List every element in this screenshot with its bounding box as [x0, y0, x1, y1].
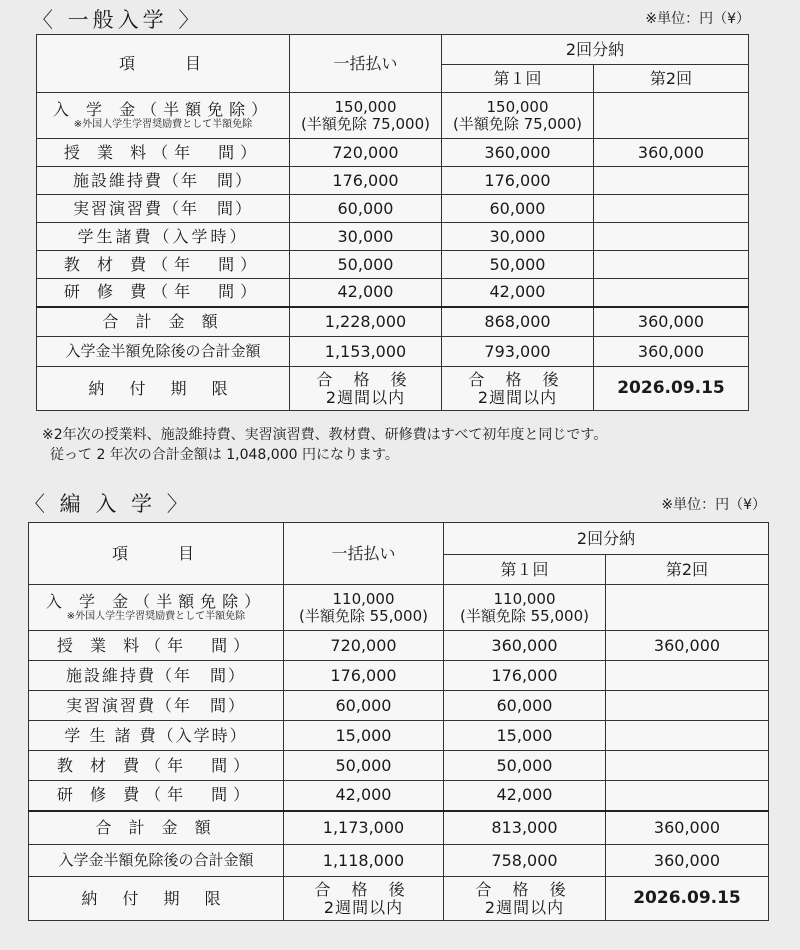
- cell-value: [594, 195, 749, 223]
- unit-note: ※単位：円（¥）: [645, 11, 750, 27]
- deadline-date: 2026.09.15: [594, 367, 749, 411]
- cell-value: 150,000: [486, 98, 549, 116]
- row-label: 入学金半額免除後の合計金額: [37, 337, 290, 367]
- cell-value: 合 格 後: [314, 879, 413, 899]
- row-note: ※外国人学生学習奨励費として半額免除: [66, 611, 246, 623]
- unit-note: ※単位：円（¥）: [661, 497, 766, 513]
- cell-value: 868,000: [442, 307, 594, 337]
- table-row: [37, 223, 749, 251]
- row-label: 合 計 金 額: [37, 307, 290, 337]
- row-label: 学 生 諸 費（入学時）: [29, 721, 284, 751]
- cell-value: 360,000: [594, 337, 749, 367]
- table-row: [37, 251, 749, 279]
- cell-value: 50,000: [290, 251, 442, 279]
- section-title: 〈 編 入 学 〉: [24, 492, 192, 516]
- cell-value: 793,000: [442, 337, 594, 367]
- cell-value: 176,000: [284, 661, 444, 691]
- cell-subvalue: (半額免除 75,000): [301, 114, 430, 133]
- row-label: 研 修 費（年 間）: [37, 279, 290, 307]
- cell-value: 360,000: [444, 631, 606, 661]
- total-row: [29, 811, 769, 845]
- cell-value: 758,000: [444, 845, 606, 877]
- row-label: 入学金半額免除後の合計金額: [29, 845, 284, 877]
- footnote-line-1: ※2年次の授業料、施設維持費、実習演習費、教材費、研修費はすべて初年度と同じです。: [42, 427, 608, 443]
- cell-value: [606, 691, 769, 721]
- deadline-date: 2026.09.15: [606, 877, 769, 921]
- row-label: 納 付 期 限: [29, 877, 284, 921]
- table-row: [37, 167, 749, 195]
- row-label: 納 付 期 限: [37, 367, 290, 411]
- cell-value: 60,000: [284, 691, 444, 721]
- cell-value: [594, 279, 749, 307]
- cell-value: [606, 721, 769, 751]
- header-split: 2回分納: [444, 523, 769, 555]
- cell-subvalue: (半額免除 55,000): [460, 606, 589, 625]
- cell-value: [594, 251, 749, 279]
- header-lump: 一括払い: [284, 523, 444, 585]
- cell-value: 30,000: [290, 223, 442, 251]
- cell-value: 720,000: [284, 631, 444, 661]
- header-lump: 一括払い: [290, 35, 442, 93]
- cell-value: 50,000: [442, 251, 594, 279]
- row-label: 教 材 費（年 間）: [37, 251, 290, 279]
- table-row: [29, 631, 769, 661]
- row-label: 合 計 金 額: [29, 811, 284, 845]
- row-label: 授 業 料（年 間）: [37, 139, 290, 167]
- cell-value: 1,228,000: [290, 307, 442, 337]
- cell-value: 42,000: [444, 781, 606, 811]
- cell-value: 360,000: [606, 631, 769, 661]
- cell-value: 合 格 後: [475, 879, 574, 899]
- table-row: [37, 93, 749, 139]
- deadline-row: [29, 877, 769, 921]
- table-row: [37, 195, 749, 223]
- deadline-row: [37, 367, 749, 411]
- cell-value: 176,000: [290, 167, 442, 195]
- cell-value: 50,000: [444, 751, 606, 781]
- table-row: [29, 751, 769, 781]
- cell-value: 42,000: [290, 279, 442, 307]
- cell-value: [594, 93, 749, 139]
- row-label: 教 材 費（年 間）: [29, 751, 284, 781]
- header-item: 項 目: [37, 35, 290, 93]
- cell-value: 150,000: [334, 98, 397, 116]
- row-label: 授 業 料（年 間）: [29, 631, 284, 661]
- total-row: [37, 307, 749, 337]
- cell-value: 2週間以内: [323, 897, 404, 917]
- table-row: [37, 139, 749, 167]
- cell-value: 360,000: [606, 811, 769, 845]
- cell-value: 30,000: [442, 223, 594, 251]
- header-second: 第2回: [606, 555, 769, 585]
- cell-value: 合 格 後: [468, 369, 567, 389]
- header-split: 2回分納: [442, 35, 749, 65]
- cell-value: 60,000: [444, 691, 606, 721]
- cell-value: [606, 751, 769, 781]
- cell-value: 1,173,000: [284, 811, 444, 845]
- cell-subvalue: (半額免除 55,000): [299, 606, 428, 625]
- row-label: 実習演習費（年 間）: [37, 195, 290, 223]
- cell-value: 60,000: [290, 195, 442, 223]
- row-label: 入 学 金（半額免除）: [45, 591, 267, 611]
- cell-value: [606, 585, 769, 631]
- cell-value: 360,000: [606, 845, 769, 877]
- header-item: 項 目: [29, 523, 284, 585]
- cell-value: [594, 167, 749, 195]
- cell-value: 60,000: [442, 195, 594, 223]
- cell-value: 1,118,000: [284, 845, 444, 877]
- cell-value: 360,000: [594, 307, 749, 337]
- cell-value: 2週間以内: [477, 387, 558, 407]
- cell-value: 1,153,000: [290, 337, 442, 367]
- cell-value: [606, 661, 769, 691]
- cell-value: 176,000: [442, 167, 594, 195]
- table-row: [29, 691, 769, 721]
- header-first: 第１回: [442, 65, 594, 93]
- row-label: 施設維持費（年 間）: [29, 661, 284, 691]
- cell-value: 42,000: [284, 781, 444, 811]
- cell-value: 15,000: [284, 721, 444, 751]
- row-label: 実習演習費（年 間）: [29, 691, 284, 721]
- cell-value: 2週間以内: [484, 897, 565, 917]
- cell-value: 720,000: [290, 139, 442, 167]
- row-label: 研 修 費（年 間）: [29, 781, 284, 811]
- cell-value: 360,000: [594, 139, 749, 167]
- row-note: ※外国人学生学習奨励費として半額免除: [73, 119, 253, 131]
- cell-value: 813,000: [444, 811, 606, 845]
- cell-value: 176,000: [444, 661, 606, 691]
- cell-value: 42,000: [442, 279, 594, 307]
- cell-subvalue: (半額免除 75,000): [453, 114, 582, 133]
- table-row: [29, 585, 769, 631]
- row-label: 施設維持費（年 間）: [37, 167, 290, 195]
- cell-value: 360,000: [442, 139, 594, 167]
- transfer-fee-table: [28, 522, 769, 921]
- cell-value: 110,000: [493, 590, 556, 608]
- section-title: 〈 一般入学 〉: [32, 8, 204, 32]
- cell-value: 50,000: [284, 751, 444, 781]
- cell-value: 15,000: [444, 721, 606, 751]
- cell-value: 110,000: [332, 590, 395, 608]
- discounted-total-row: [37, 337, 749, 367]
- cell-value: [606, 781, 769, 811]
- table-row: [37, 279, 749, 307]
- table-row: [29, 781, 769, 811]
- table-row: [29, 721, 769, 751]
- table-row: [29, 661, 769, 691]
- cell-value: [594, 223, 749, 251]
- header-second: 第2回: [594, 65, 749, 93]
- row-label: 入 学 金（半額免除）: [52, 99, 274, 119]
- row-label: 学生諸費（入学時）: [37, 223, 290, 251]
- general-fee-table: [36, 34, 749, 411]
- footnote-line-2: 従って 2 年次の合計金額は 1,048,000 円になります。: [50, 447, 399, 463]
- footnote: [42, 425, 607, 465]
- cell-value: 合 格 後: [316, 369, 415, 389]
- header-first: 第１回: [444, 555, 606, 585]
- cell-value: 2週間以内: [325, 387, 406, 407]
- discounted-total-row: [29, 845, 769, 877]
